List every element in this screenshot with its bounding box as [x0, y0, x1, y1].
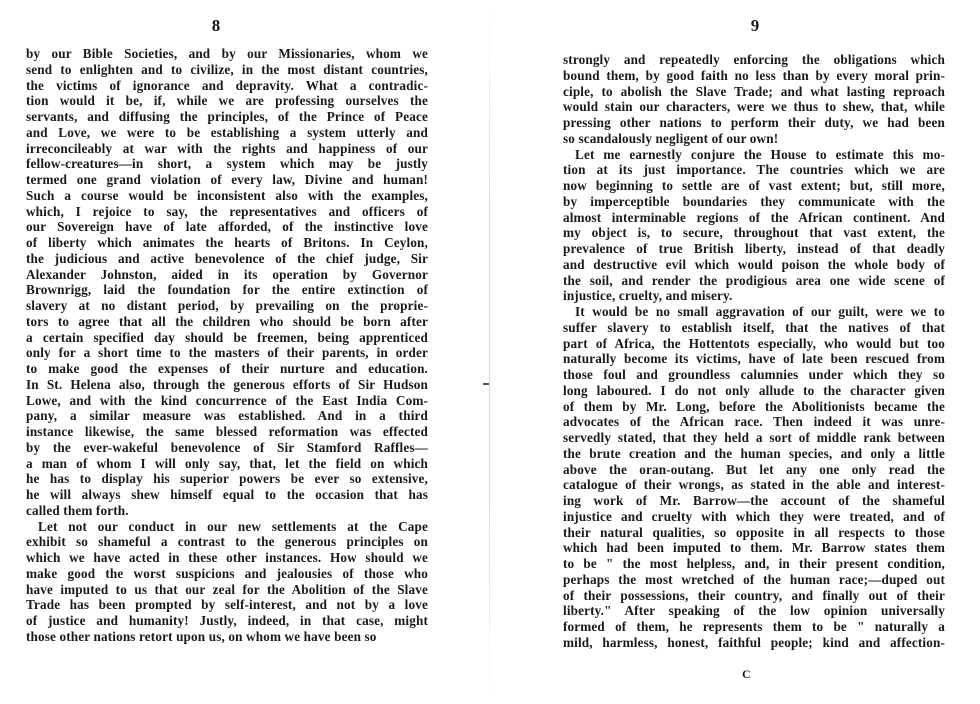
page-number-left: 8 — [211, 16, 221, 35]
text-line: to make good the expenses of their nurture and education. — [26, 361, 428, 376]
text-line: only for a short time to the masters of their parents, in order — [26, 345, 428, 361]
text-line: send to enlighten and to civilize, in the most distant countries, — [26, 61, 428, 77]
text-line: naturally become its victims, have of late been rescued from — [563, 351, 945, 367]
text-line: he has to display his superior powers be ever so extensive, — [26, 471, 428, 487]
text-line: have imputed to us that our zeal for the Abolition of the Slave — [26, 581, 428, 597]
text-line: tion would it be, if, while we are professing ourselves the — [26, 93, 428, 109]
text-line: strongly and repeatedly enforcing the obligations which — [563, 52, 945, 67]
text-line: injustice, cruelty, and misery. — [563, 288, 733, 304]
text-line: servedly stated, that they held a sort of middle rank between — [563, 430, 945, 445]
text-line: irreconcileably at war with the rights and happiness of our — [26, 140, 428, 156]
text-line: of them by Mr. Long, before the Abolitionists became the — [563, 398, 945, 414]
text-line: Let me earnestly conjure the House to estimate this mo- — [575, 146, 945, 162]
text-line: termed one grand violation of every law, Divine and human! — [26, 172, 428, 187]
text-line: the soil, and render the prodigious area one wide scene of — [563, 272, 945, 288]
right-page-text — [563, 52, 945, 651]
text-line: Trade has been prompted by self-interest, and not by a love — [26, 597, 428, 613]
text-line: bound them, by good faith no less than by every moral prin- — [563, 67, 945, 83]
left-page-text — [26, 46, 428, 645]
text-line: instance likewise, the same blessed reformation was effected — [26, 424, 428, 439]
text-line: prevalence of true British liberty, instead of that deadly — [563, 241, 945, 256]
text-line: called them forth. — [26, 502, 129, 518]
text-line: tors to agree that all the children who should be born after — [26, 313, 428, 329]
text-line: part of Africa, the Hottentots especially, who would but too — [563, 335, 945, 351]
text-line: by the ever-wakeful benevolence of Sir Stamford Raffles— — [26, 439, 428, 455]
text-line: so scandalously negligent of our own! — [563, 130, 779, 146]
text-line: servants, and diffusing the principles, of the Prince of Peace — [26, 109, 428, 124]
text-line: our Sovereign have of late afforded, of the instinctive love — [26, 219, 428, 235]
text-line: suffer slavery to establish itself, that the natives of that — [563, 319, 945, 335]
text-line: to be " the most helpless, and, in their present condition, — [563, 556, 945, 571]
text-line: by imperceptible boundaries they communicate with the — [563, 193, 945, 209]
text-line: now beginning to settle are of vast extent; but, still more, — [563, 178, 945, 193]
text-line: It would be no small aggravation of our guilt, were we to — [575, 304, 945, 319]
page-number-right: 9 — [750, 16, 760, 35]
text-line: of liberty which animates the hearts of Britons. In Ceylon, — [26, 235, 428, 250]
text-line: long laboured. I do not only allude to the character given — [563, 382, 945, 398]
text-line: a man of whom I will only say, that, let the field on which — [26, 455, 428, 471]
text-line: advocates of the African race. Then indeed it was unre- — [563, 414, 945, 430]
text-line: exhibit so shameful a contrast to the generous principles on — [26, 534, 428, 550]
text-line: tion at its just importance. The countries which we are — [563, 162, 945, 178]
text-line: injustice and cruelty with which they were treated, and of — [563, 508, 945, 524]
text-line: Alexander Johnston, aided in its operation by Governor — [26, 266, 428, 282]
text-line: Let not our conduct in our new settlements at the Cape — [38, 518, 428, 534]
text-line: the brute creation and the human species, and only a little — [563, 445, 945, 461]
text-line: the victims of ignorance and depravity. What a contradic- — [26, 77, 428, 93]
text-line: which, I rejoice to say, the representatives and officers of — [26, 203, 428, 219]
margin-mark — [483, 383, 489, 385]
text-line: by our Bible Societies, and by our Missionaries, whom we — [26, 46, 428, 61]
text-line: those foul and groundless calumnies under which they so — [563, 367, 945, 382]
text-line: ing work of Mr. Barrow—the account of the shameful — [563, 493, 945, 508]
text-line: the judicious and active benevolence of the chief judge, Sir — [26, 250, 428, 266]
text-line: formed of them, he represents them to be " naturally a — [563, 619, 945, 634]
text-line: slavery at no distant period, by prevailing on the proprie- — [26, 298, 428, 313]
text-line: catalogue of their wrongs, as stated in the able and interest- — [563, 477, 945, 493]
signature-mark: C — [742, 667, 751, 681]
text-line: make good the worst suspicions and jealousies of those who — [26, 565, 428, 581]
text-line: mild, harmless, honest, faithful people; kind and affection- — [563, 634, 945, 650]
text-line: their natural qualities, so opposite in all respects to those — [563, 524, 945, 540]
text-line: Such a course would be inconsistent also with the examples, — [26, 187, 428, 203]
text-line: ciple, to abolish the Slave Trade; and what lasting reproach — [563, 83, 945, 99]
text-line: almost interminable regions of the African continent. And — [563, 209, 945, 225]
text-line: above the oran-outang. But let any one only read the — [563, 461, 945, 477]
right-page — [490, 0, 980, 704]
text-line: my object is, to secure, throughout that vast extent, the — [563, 225, 945, 241]
text-line: pany, a similar measure was established. And in a third — [26, 408, 428, 424]
text-line: In St. Helena also, through the generous efforts of Sir Hudson — [26, 376, 428, 392]
text-line: which had been imputed to them. Mr. Barrow states them — [563, 540, 945, 556]
text-line: a certain specified day should be freemen, being apprenticed — [26, 329, 428, 345]
text-line: and Love, we were to be establishing a system utterly and — [26, 124, 428, 140]
text-line: of justice and humanity! Justly, indeed, in that case, might — [26, 613, 428, 628]
text-line: and destructive evil which would poison the whole body of — [563, 256, 945, 272]
text-line: which we have acted in these other instances. How should we — [26, 550, 428, 565]
text-line: liberty." After speaking of the low opinion universally — [563, 603, 945, 619]
text-line: perhaps the most wretched of the human race;—duped out — [563, 571, 945, 587]
text-line: pressing other nations to perform their duty, we had been — [563, 115, 945, 130]
text-line: Brownrigg, laid the foundation for the entire extinction of — [26, 282, 428, 298]
text-line: would stain our characters, were we thus to shew, that, while — [563, 99, 945, 115]
text-line: fellow-creatures—in short, a system which may be justly — [26, 156, 428, 172]
text-line: those other nations retort upon us, on whom we have been so — [26, 628, 377, 644]
text-line: Lowe, and with the kind concurrence of the East India Com- — [26, 392, 428, 408]
text-line: he will always shew himself equal to the occasion that has — [26, 487, 428, 502]
text-line: of their possessions, their country, and finally out of their — [563, 587, 945, 603]
